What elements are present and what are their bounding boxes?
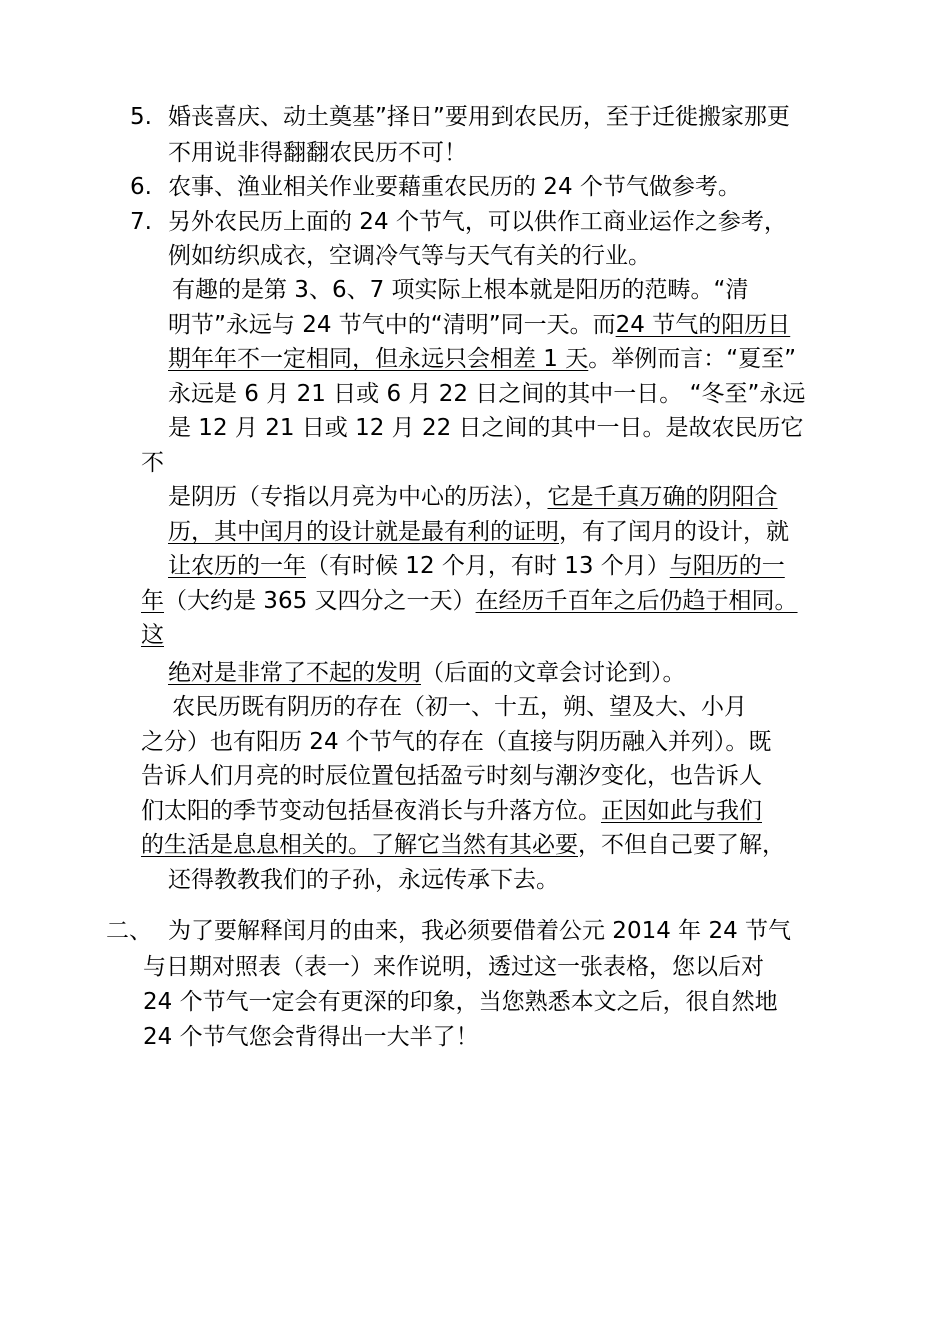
paragraph-line [168,480,778,514]
underlined-text: 历，其中闰月的设计就是最有利的证明 [168,519,559,545]
text-run: （有时候 12 个月，有时 13 个月） [306,553,670,579]
paragraph-line: 为了要解释闰月的由来，我必须要借着公元 2014 年 24 节气 [168,918,792,944]
text-run: 。举例而言：“夏至” [588,346,797,372]
text-run: 们太阳的季节变动包括昼夜消长与升落方位。 [141,798,601,824]
paragraph-line [168,342,796,376]
list-number: 6. [130,174,152,200]
paragraph-line [168,308,790,342]
underlined-text: 年 [141,588,164,614]
paragraph-line: 之分）也有阳历 24 个节气的存在（直接与阴历融入并列）。既 [141,729,772,755]
list-number: 7. [130,209,152,235]
underlined-text: 这 [141,622,164,648]
underlined-text: 它是千真万确的阴阳合 [547,484,778,510]
text-run: ，有了闰月的设计，就 [559,519,789,545]
paragraph-line [141,618,164,652]
paragraph-line [168,656,686,690]
paragraph-line [141,828,785,862]
underlined-text: 的生活是息息相关的。了解它当然有其必要 [141,832,578,858]
paragraph-line [141,584,798,618]
underlined-text: 在经历千百年之后仍趋于相同。 [475,588,798,614]
paragraph-line: 永远是 6 月 21 日或 6 月 22 日之间的其中一日。 “冬至”永远 [168,381,806,407]
text-run: （后面的文章会讨论到）。 [421,660,686,686]
text-run: 是阴历（专指以月亮为中心的历法）， [168,484,548,510]
underlined-text: 正因如此与我们 [601,798,762,824]
underlined-text: 期年年不一定相同，但永远只会相差 1 天 [168,346,589,372]
paragraph-line: 告诉人们月亮的时辰位置包括盈亏时刻与潮汐变化，也告诉人 [141,763,762,789]
paragraph-line: 是 12 月 21 日或 12 月 22 日之间的其中一日。是故农民历它 [168,415,804,441]
paragraph-line [168,549,785,583]
paragraph-line: 24 个节气一定会有更深的印象，当您熟悉本文之后，很自然地 [143,989,778,1015]
list-item-text: 婚丧喜庆、动土奠基”择日”要用到农民历，至于迁徙搬家那更 [168,104,790,130]
underlined-text: 绝对是非常了不起的发明 [168,660,421,686]
list-item-text: 另外农民历上面的 24 个节气，可以供作工商业运作之参考， [168,209,787,235]
paragraph-line [168,515,789,549]
list-item-text: 农事、渔业相关作业要藉重农民历的 24 个节气做参考。 [168,174,741,200]
underlined-text: 与阳历的一 [669,553,785,579]
section-number: 二、 [106,918,152,944]
paragraph-line [141,794,762,828]
list-item-text: 例如纺织成衣，空调冷气等与天气有关的行业。 [168,243,651,269]
paragraph-line: 农民历既有阴历的存在（初一、十五，朔、望及大、小月 [172,694,747,720]
underlined-text: 让农历的一年 [168,553,306,579]
paragraph-line: 与日期对照表（表一）来作说明，透过这一张表格，您以后对 [143,954,764,980]
paragraph-line: 有趣的是第 3、6、7 项实际上根本就是阳历的范畴。“清 [172,277,749,303]
paragraph-line: 还得教教我们的子孙，永远传承下去。 [168,867,559,893]
text-run: （大约是 365 又四分之一天） [164,588,476,614]
underlined-text: 24 节气的阳历日 [615,312,791,338]
list-number: 5. [130,104,152,130]
text-run: ，不但自己要了解， [578,832,785,858]
text-run: 明节”永远与 24 节气中的“清明”同一天。而 [168,312,616,338]
paragraph-line: 24 个节气您会背得出一大半了！ [143,1024,479,1050]
paragraph-line: 不 [141,450,164,476]
list-item-text: 不用说非得翻翻农民历不可！ [168,140,467,166]
